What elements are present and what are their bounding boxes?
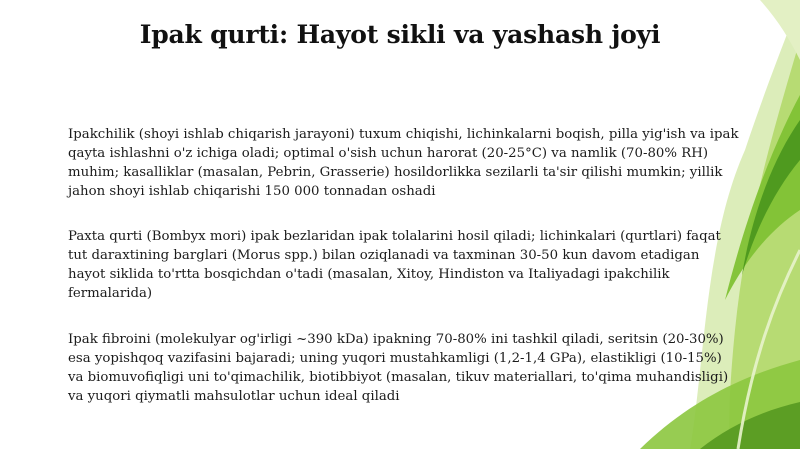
paragraph-silk-fibroin: Ipak fibroini (molekulyar og'irligi ~390 kDa) ipakning 70-80% ini tashkil qiladi, seritsin (20-30%) esa yopishqoq vazifasini bajaradi; uning yuqori mustahkamligi (1,2-1,4 GPa), elastikligi (10-15%) va biomuvofiqligi uni to'qimachilik, biotibbiyot (masalan, tikuv materiallari, to'qima muhandisligi) va yuqori qiymatli mahsulotlar uchun ideal qiladi xyxy=(68,332,729,404)
paragraph-silkworm-lifecycle: Paxta qurti (Bombyx mori) ipak bezlaridan ipak tolalarini hosil qiladi; lichinkalari (qurtlari) faqat tut daraxtining barglari (Morus spp.) bilan oziqlanadi va taxminan 30-50 kun davom etadigan hayot siklida to'rtta bosqichdan o'tadi (masalan, Xitoy, Hindiston va Italiyadagi ipakchilik fermalarida) xyxy=(68,229,721,301)
paragraph-sericulture: Ipakchilik (shoyi ishlab chiqarish jarayoni) tuxum chiqishi, lichinkalarni boqish, pilla yig'ish va ipak qayta ishlashni o'z ichiga oladi; optimal o'sish uchun harorat (20-25°C) va namlik (70-80% RH) muhim; kasalliklar (masalan, Pebrin, Grasserie) hosildorlikka sezilarli ta'sir qilishi mumkin; yillik jahon shoyi ishlab chiqarishi 150 000 tonnadan oshadi xyxy=(68,127,739,199)
slide-title: Ipak qurti: Hayot sikli va yashash joyi xyxy=(139,20,661,49)
